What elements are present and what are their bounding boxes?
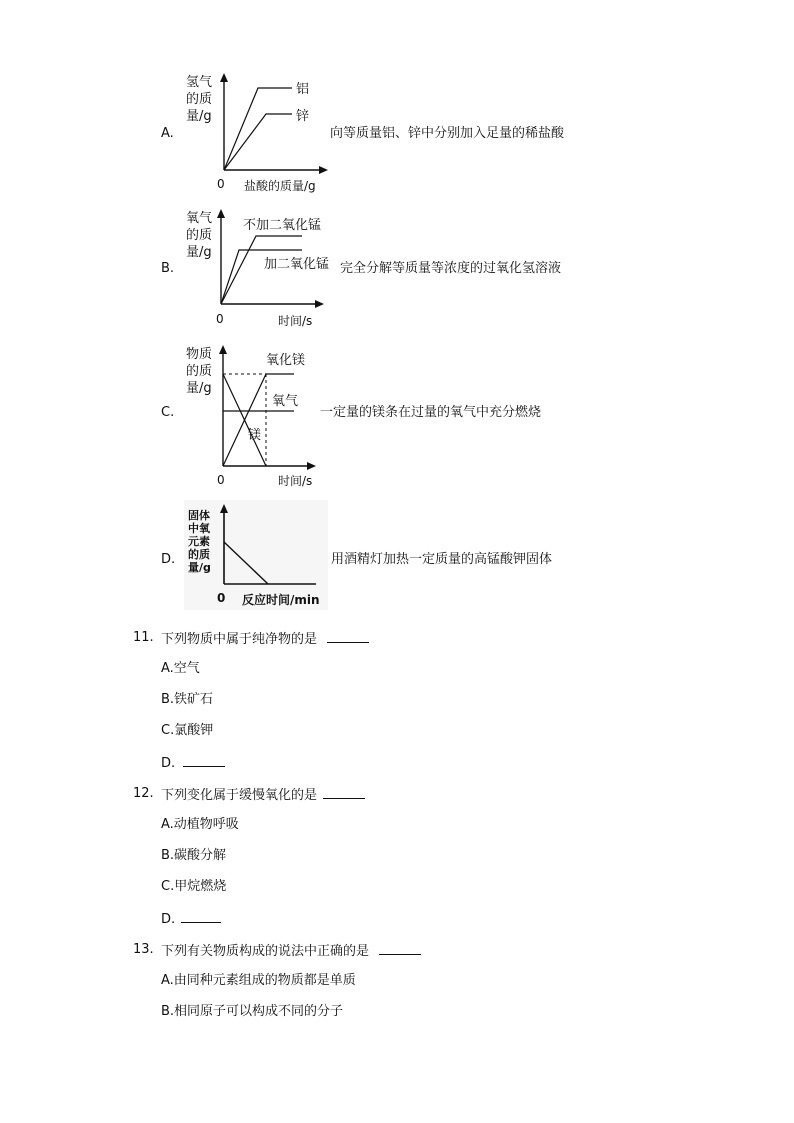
graph-b-x-arrow bbox=[315, 300, 324, 308]
q11-option-d-line[interactable] bbox=[161, 754, 225, 772]
graph-a-series-zn: 锌 bbox=[296, 109, 310, 124]
graph-a-xlabel: 盐酸的质量/g bbox=[244, 179, 316, 193]
q12-option-d-line[interactable] bbox=[161, 910, 221, 928]
graph-a-origin: 0 bbox=[217, 177, 225, 191]
q12-number: 12. bbox=[133, 786, 154, 801]
graph-c-ylabel-3: 量/g bbox=[186, 381, 212, 396]
q12-option-c[interactable]: C.甲烷燃烧 bbox=[161, 879, 227, 894]
q11-stem-line bbox=[161, 630, 369, 648]
graph-a-series-al: 铝 bbox=[296, 82, 310, 97]
q11-number: 11. bbox=[133, 630, 154, 645]
q13-stem: 下列有关物质构成的说法中正确的是 bbox=[161, 944, 370, 959]
q12-answer-blank[interactable] bbox=[323, 786, 365, 799]
graph-a-line-zn bbox=[224, 114, 292, 170]
graph-c-origin: 0 bbox=[217, 473, 225, 487]
graph-a-y-arrow bbox=[220, 73, 228, 82]
q13-stem-line bbox=[161, 942, 421, 960]
graph-b-ylabel-2: 的质 bbox=[186, 228, 213, 243]
graph-c-ylabel-1: 物质 bbox=[186, 347, 213, 362]
graph-d-ylabel-2: 中氧 bbox=[188, 522, 210, 535]
q11-stem: 下列物质中属于纯净物的是 bbox=[161, 632, 318, 647]
graph-d-ylabel-1: 固体 bbox=[188, 509, 210, 522]
q12-stem-line bbox=[161, 786, 365, 804]
graph-d-origin: 0 bbox=[217, 591, 226, 605]
graph-c bbox=[180, 342, 330, 492]
graph-b bbox=[180, 206, 345, 332]
graph-c-series-mgo: 氧化镁 bbox=[266, 353, 306, 368]
q12-option-b[interactable]: B.碳酸分解 bbox=[161, 848, 227, 863]
graph-b-caption: 完全分解等质量等浓度的过氧化氢溶液 bbox=[340, 261, 562, 276]
graph-b-ylabel-1: 氧气 bbox=[186, 211, 213, 226]
graph-a-caption: 向等质量铝、锌中分别加入足量的稀盐酸 bbox=[330, 126, 565, 141]
graph-d-ylabel-3: 元素 bbox=[188, 535, 210, 548]
graph-a-ylabel-2: 的质 bbox=[186, 92, 213, 107]
graph-b-series-mno2: 加二氧化锰 bbox=[264, 257, 330, 272]
q12-stem: 下列变化属于缓慢氧化的是 bbox=[161, 788, 318, 803]
q13-number: 13. bbox=[133, 942, 154, 957]
graph-b-ylabel-3: 量/g bbox=[186, 245, 212, 260]
graph-d-caption: 用酒精灯加热一定质量的高锰酸钾固体 bbox=[331, 552, 553, 567]
graph-a-ylabel-1: 氢气 bbox=[186, 75, 213, 90]
option-b-letter: B. bbox=[161, 261, 175, 276]
q11-option-d: D. bbox=[161, 756, 176, 771]
graph-a-ylabel-3: 量/g bbox=[186, 109, 212, 124]
graph-c-series-mg: 镁 bbox=[248, 428, 262, 443]
q11-option-a[interactable]: A.空气 bbox=[161, 661, 200, 676]
q11-option-b[interactable]: B.铁矿石 bbox=[161, 692, 214, 707]
option-d-letter: D. bbox=[161, 552, 176, 567]
graph-c-series-o2: 氧气 bbox=[272, 394, 299, 409]
graph-b-series-no-mno2: 不加二氧化锰 bbox=[243, 218, 322, 233]
q13-option-b[interactable]: B.相同原子可以构成不同的分子 bbox=[161, 1004, 344, 1019]
graph-d-xlabel: 反应时间/min bbox=[242, 593, 320, 607]
q13-answer-blank[interactable] bbox=[379, 942, 421, 955]
graph-b-origin: 0 bbox=[216, 312, 224, 326]
graph-a bbox=[180, 70, 340, 200]
graph-c-xlabel: 时间/s bbox=[278, 474, 313, 488]
q11-answer-blank[interactable] bbox=[327, 630, 369, 643]
option-c-letter: C. bbox=[161, 405, 175, 420]
graph-a-line-al bbox=[224, 88, 292, 170]
graph-b-y-arrow bbox=[217, 209, 225, 218]
graph-c-ylabel-2: 的质 bbox=[186, 364, 213, 379]
q12-option-d-blank[interactable] bbox=[181, 910, 221, 923]
graph-c-x-arrow bbox=[307, 462, 316, 470]
q11-option-d-blank[interactable] bbox=[183, 754, 225, 767]
graph-c-caption: 一定量的镁条在过量的氧气中充分燃烧 bbox=[320, 405, 542, 420]
graph-d bbox=[184, 500, 328, 610]
q12-option-d: D. bbox=[161, 912, 176, 927]
graph-b-xlabel: 时间/s bbox=[278, 314, 313, 328]
graph-d-ylabel-5: 量/g bbox=[188, 561, 211, 574]
graph-c-line-mgo bbox=[223, 374, 294, 466]
q12-option-a[interactable]: A.动植物呼吸 bbox=[161, 817, 239, 832]
graph-c-y-arrow bbox=[219, 345, 227, 354]
graph-a-x-arrow bbox=[319, 166, 328, 174]
q13-option-a[interactable]: A.由同种元素组成的物质都是单质 bbox=[161, 973, 356, 988]
q11-option-c[interactable]: C.氯酸钾 bbox=[161, 723, 214, 738]
option-a-letter: A. bbox=[161, 126, 174, 141]
graph-d-ylabel-4: 的质 bbox=[188, 548, 210, 561]
